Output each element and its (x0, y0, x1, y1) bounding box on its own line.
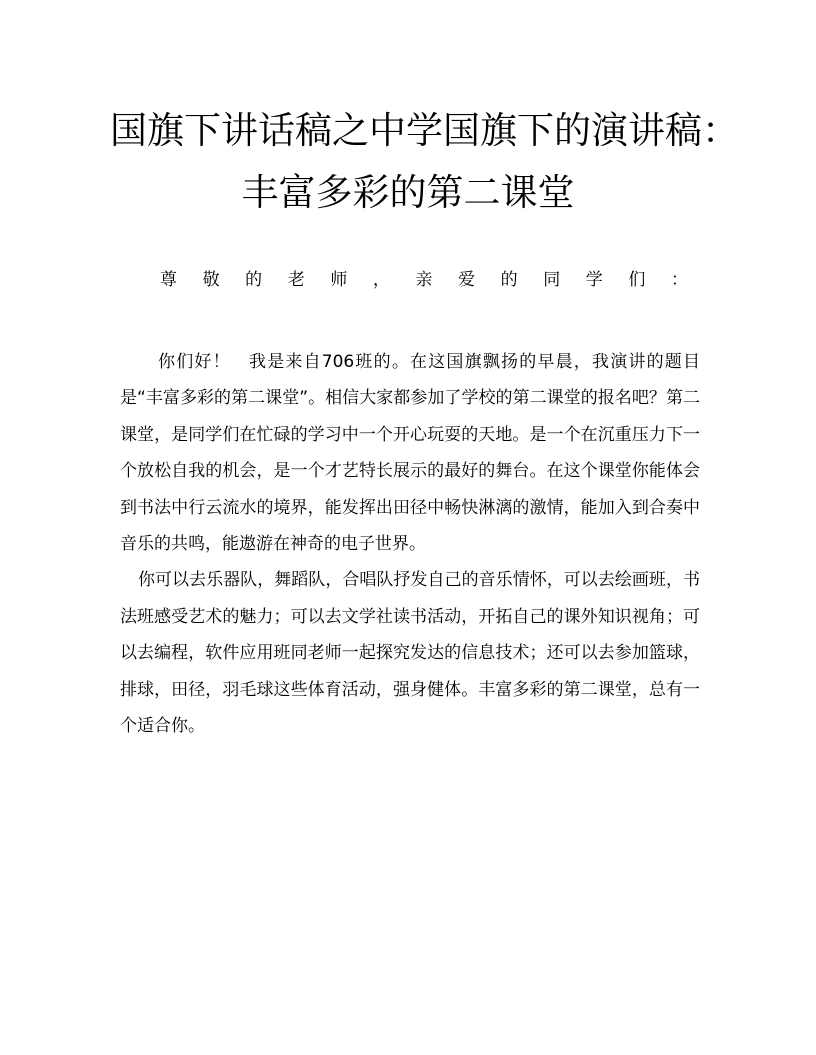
salutation-char: 老 (287, 270, 305, 290)
salutation (160, 268, 688, 292)
salutation-char: 亲 (415, 270, 433, 290)
document-title-line-2: 丰富多彩的第二课堂 (241, 171, 575, 214)
document-title-line-1: 国旗下讲话稿之中学国旗下的演讲稿： (110, 109, 739, 152)
salutation-char: 敬 (202, 270, 220, 290)
paragraph-activities: 你可以去乐器队，舞蹈队，合唱队抒发自己的音乐情怀，可以去绘画班，书法班感受艺术的魅力；可以去文学社读书活动，开拓自己的课外知识视角；可以去编程，软件应用班同老师一起探究发达的信息技术；还可以去参加篮球，排球，田径，羽毛球这些体育活动，强身健体。丰富多彩的第二课堂，总有一个适合你。 (120, 570, 700, 737)
salutation-char: 学 (585, 270, 603, 290)
salutation-char: 尊 (160, 270, 177, 290)
salutation-char: ： (670, 270, 688, 290)
salutation-char: 的 (500, 270, 518, 290)
document-body (120, 344, 700, 744)
salutation-char: 爱 (458, 270, 476, 290)
paragraph-intro: 你们好！ 我是来自706班的。在这国旗飘扬的早晨，我演讲的题目是“丰富多彩的第二课堂”。相信大家都参加了学校的第二课堂的报名吧？第二课堂，是同学们在忙碌的学习中一个开心玩耍的天地。是一个在沉重压力下一个放松自我的机会，是一个才艺特长展示的最好的舞台。在这个课堂你能体会到书法中行云流水的境界，能发挥出田径中畅快淋漓的激情，能加入到合奏中音乐的共鸣，能遨游在神奇的电子世界。 (120, 352, 700, 555)
salutation-char: 师 (330, 270, 348, 290)
salutation-char: ， (372, 270, 390, 290)
salutation-char: 们 (628, 270, 646, 290)
salutation-char: 的 (245, 270, 263, 290)
salutation-char: 同 (543, 270, 561, 290)
